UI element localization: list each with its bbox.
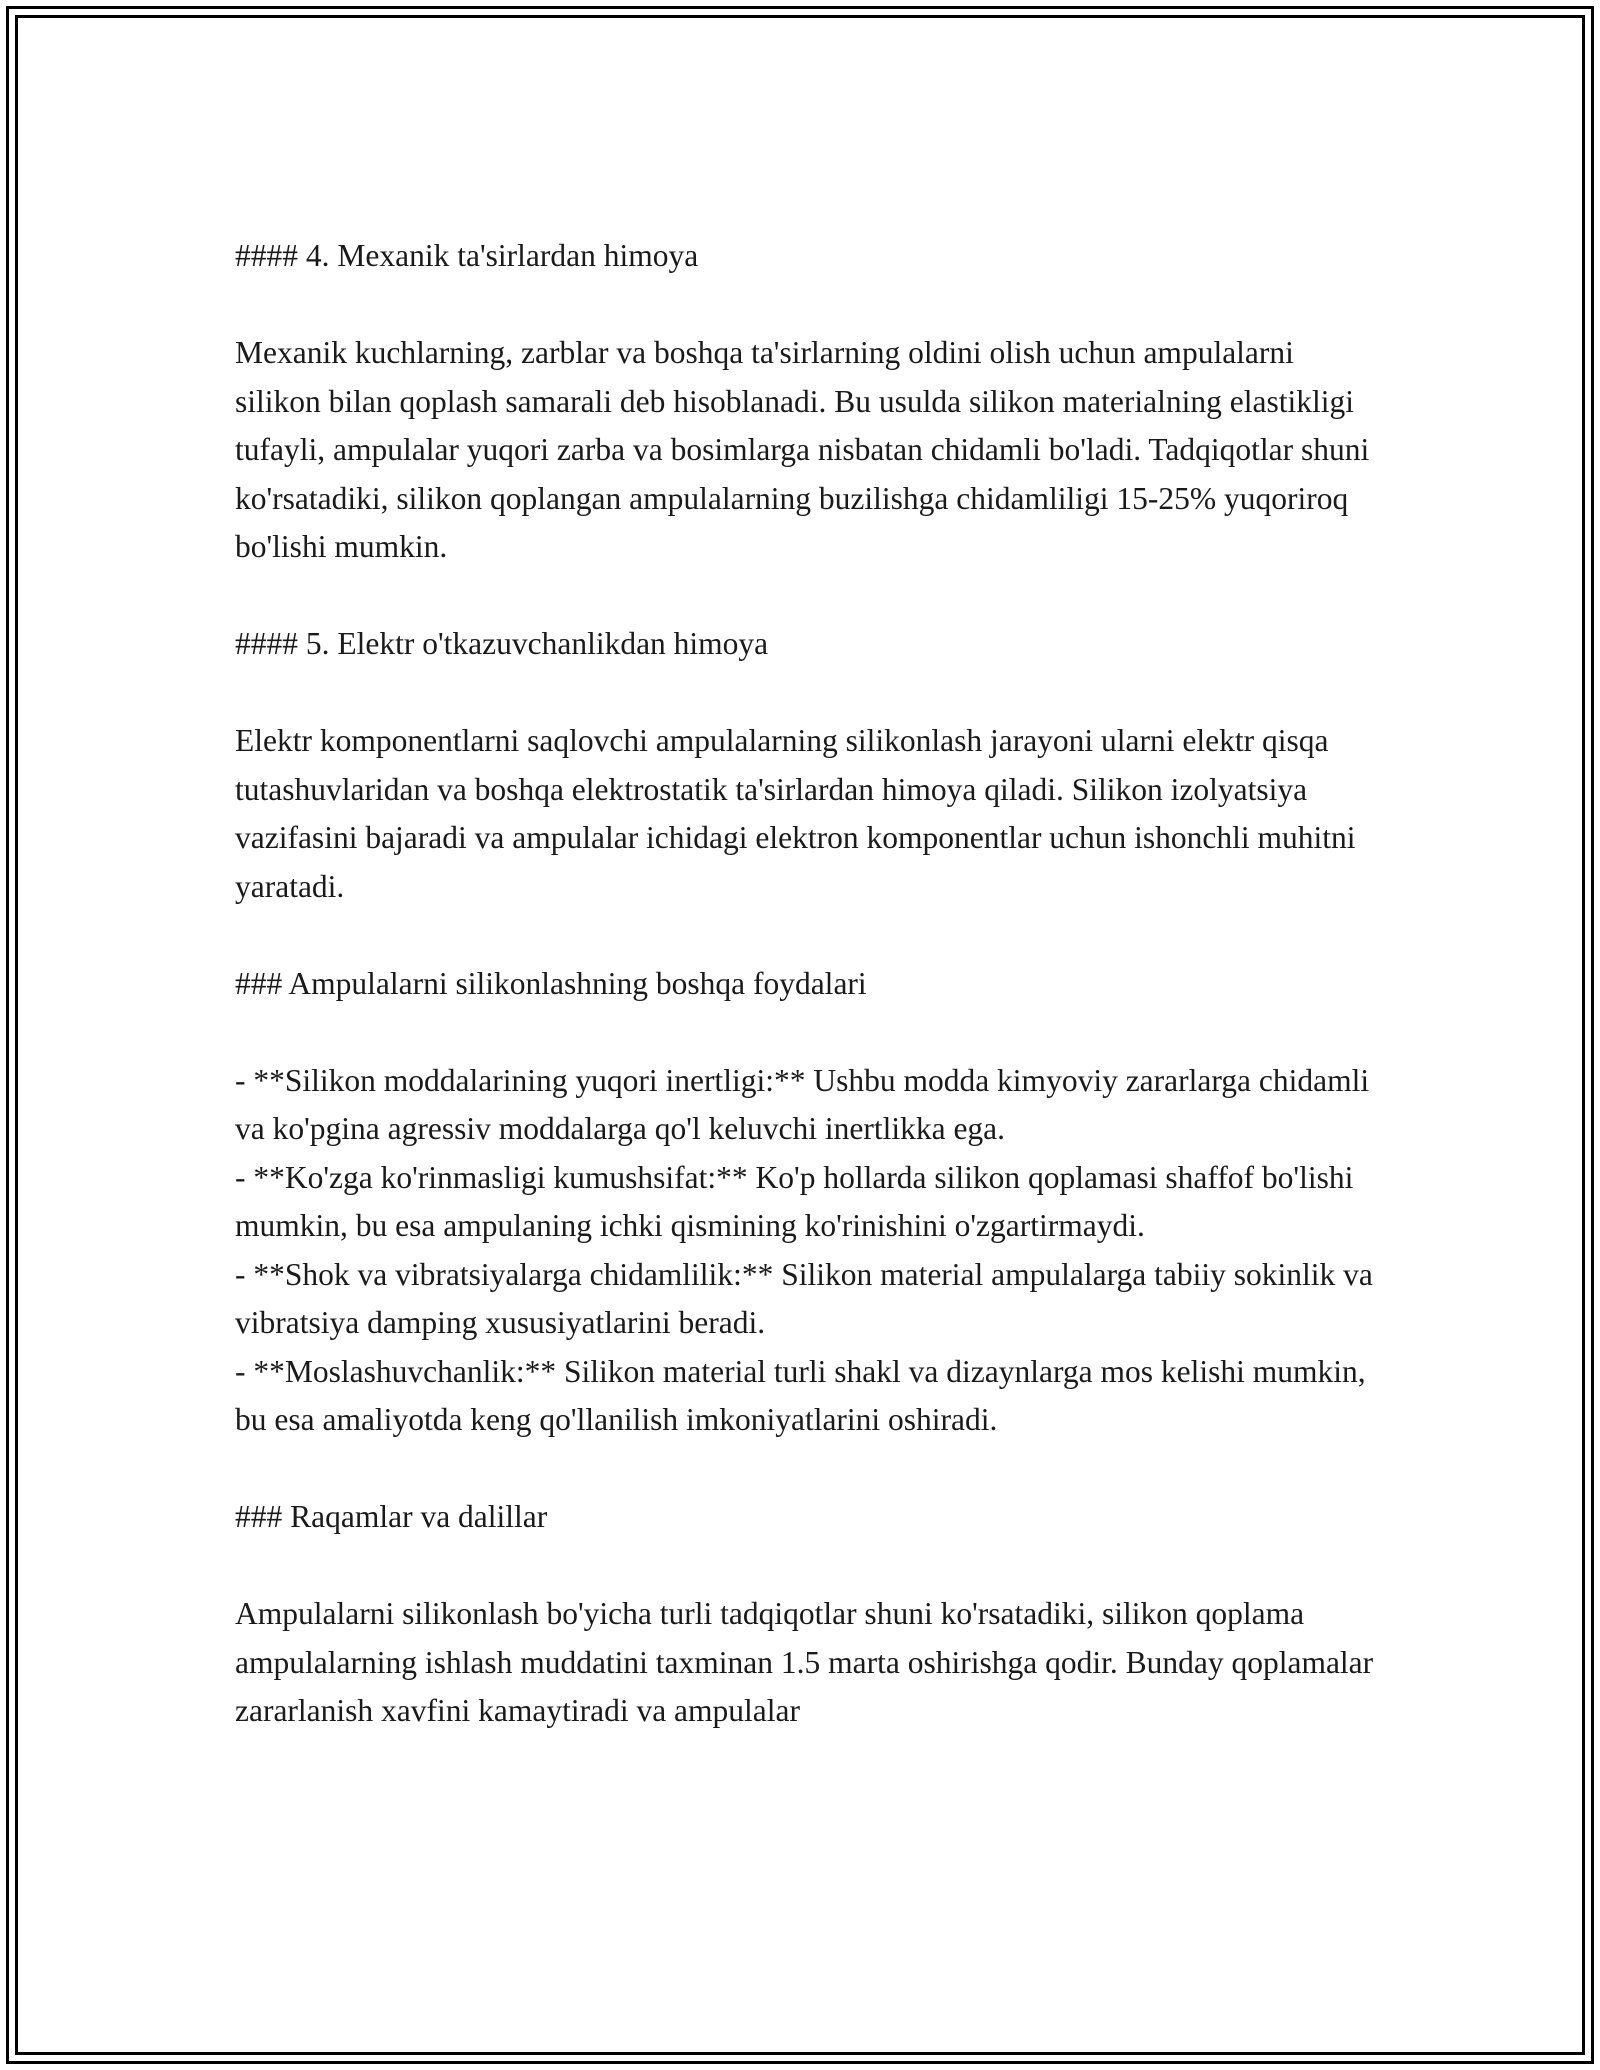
benefits-list [235, 1057, 1375, 1445]
section-paragraph: Elektr komponentlarni saqlovchi ampulalarning silikonlash jarayoni ularni elektr qisqa tutashuvlaridan va boshqa elektrostatik ta'sirlardan himoya qiladi. Silikon izolyatsiya vazifasini bajaradi va ampulalar ichidagi elektron komponentlar uchun ishonchli muhitni yaratadi. [235, 723, 1356, 904]
section-heading: ### Raqamlar va dalillar [235, 1499, 548, 1534]
section-heading: #### 4. Mexanik ta'sirlardan himoya [235, 238, 699, 273]
list-item: - **Silikon moddalarining yuqori inertligi:** Ushbu modda kimyoviy zararlarga chidamli va ko'pgina agressiv moddalarga qo'l keluvchi inertlikka ega. [235, 1062, 1370, 1146]
list-item: - **Ko'zga ko'rinmasligi kumushsifat:** Ko'p hollarda silikon qoplamasi shaffof bo'lishi mumkin, bu esa ampulaning ichki qismining ko'rinishini o'zgartirmaydi. [235, 1159, 1354, 1243]
section-paragraph: Ampulalarni silikonlash bo'yicha turli tadqiqotlar shuni ko'rsatadiki, silikon qoplama ampulalarning ishlash muddatini taxminan 1.5 marta oshirishga qodir. Bunday qoplamalar zararlanish xavfini kamaytiradi va ampulalar [235, 1596, 1374, 1728]
section-heading: ### Ampulalarni silikonlashning boshqa foydalari [235, 965, 867, 1001]
section-heading: #### 5. Elektr o'tkazuvchanlikdan himoya [235, 626, 769, 661]
document-body [235, 232, 1375, 1784]
section-paragraph: Mexanik kuchlarning, zarblar va boshqa ta'sirlarning oldini olish uchun ampulalarni silikon bilan qoplash samarali deb hisoblanadi. Bu usulda silikon materialning elastikligi tufayli, ampulalar yuqori zarba va bosimlarga nisbatan chidamli bo'ladi. Tadqiqotlar shuni ko'rsatadiki, silikon qoplangan ampulalarning buzilishga chidamliligi 15-25% yuqoriroq bo'lishi mumkin. [235, 335, 1370, 564]
list-item: - **Moslashuvchanlik:** Silikon material turli shakl va dizaynlarga mos kelishi mumkin, bu esa amaliyotda keng qo'llanilish imkoniyatlarini oshiradi. [235, 1353, 1366, 1437]
list-item: - **Shok va vibratsiyalarga chidamlilik:** Silikon material ampulalarga tabiiy sokinlik va vibratsiya damping xususiyatlarini beradi. [235, 1256, 1373, 1340]
